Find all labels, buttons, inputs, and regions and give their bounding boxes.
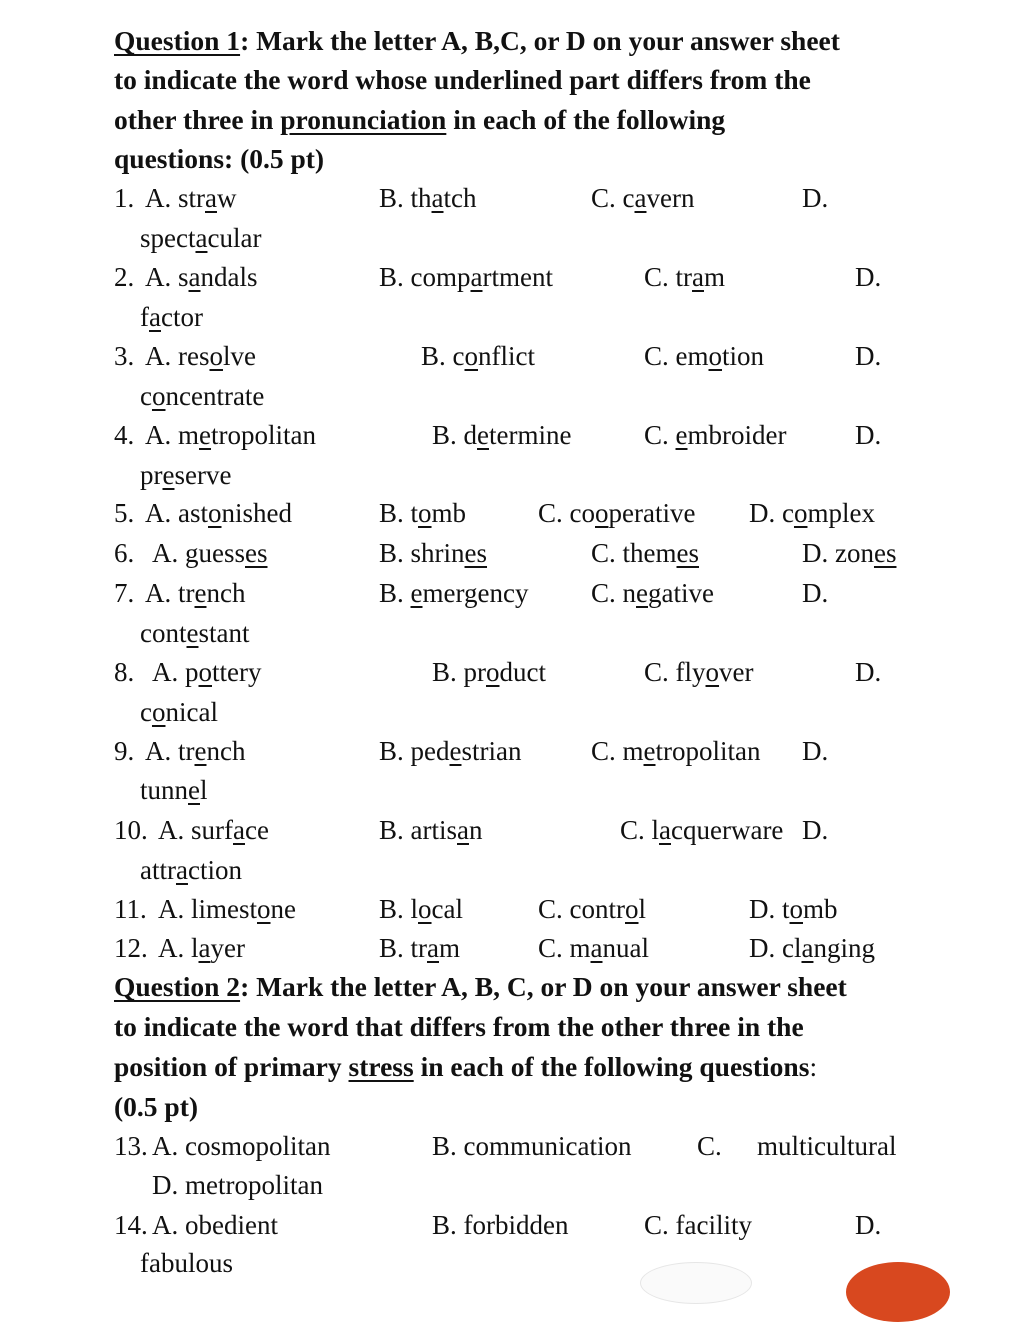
item-12-option-d: D. clanging [749,933,875,963]
item-number: 11. [114,894,147,924]
q14-option-b: B. forbidden [432,1210,569,1240]
underlined-sound: e [636,578,648,608]
underlined-sound: e [194,736,207,766]
q13-option-c-word: multicultural [757,1131,897,1161]
item-number: 2. [114,262,135,292]
underlined-sound: e [199,420,211,450]
underlined-sound: a [205,183,217,213]
underlined-sound: o [486,657,500,687]
underlined-sound: o [705,657,720,687]
item-9-option-d: D. [802,736,829,766]
q13-option-d: D. metropolitan [152,1170,323,1200]
item-10-option-c: C. lacquerware [620,815,784,845]
item-3-option-b: B. conflict [421,341,535,371]
item-1-option-d-word: spectacular [140,223,262,253]
underlined-sound: a [188,262,201,292]
underlined-sound: a [590,933,603,963]
underlined-sound: a [195,223,208,253]
underlined-sound: o [418,498,432,528]
underlined-sound: o [208,498,222,528]
underlined-sound: o [789,894,803,924]
item-9-option-a: A. trench [145,736,246,766]
q2-heading-line4: (0.5 pt) [114,1091,199,1122]
item-10-option-d: D. [802,815,829,845]
item-9-option-b: B. pedestrian [379,736,522,766]
item-10-option-a: A. surface [158,815,269,845]
item-number: 6. [114,538,135,568]
item-number: 10. [114,815,148,845]
underlined-sound: o [209,341,223,371]
item-3-option-a: A. resolve [145,341,256,371]
q13-option-a: A. cosmopolitan [152,1131,331,1161]
item-6-option-d: D. zones [802,538,897,568]
item-number: 8. [114,657,135,687]
underlined-sound: es [676,538,699,568]
item-8-option-a: A. pottery [152,657,262,687]
underlined-sound: a [470,262,483,292]
underlined-sound: es [245,538,268,568]
item-number: 5. [114,498,135,528]
q2-title: Question 2 [114,971,241,1002]
floating-action-button[interactable] [846,1262,950,1322]
item-12-option-c: C. manual [538,933,649,963]
underlined-sound: a [801,933,814,963]
item-5-option-d: D. complex [749,498,875,528]
q14-option-a: A. obedient [152,1210,278,1240]
q1-heading-line2: to indicate the word whose underlined part differs from the [114,64,811,95]
item-number: 1. [114,183,135,213]
underlined-sound: a [427,933,439,963]
item-6-option-a: A. guesses [152,538,268,568]
item-2-option-a: A. sandals [145,262,258,292]
underlined-sound: o [625,894,639,924]
item-number: 4. [114,420,135,450]
q13-number: 13. [114,1131,148,1161]
item-5-option-b: B. tomb [379,498,467,528]
underlined-sound: a [659,815,671,845]
q1-heading-line4: questions: (0.5 pt) [114,143,325,174]
underlined-sound: e [449,736,462,766]
item-9-option-d-word: tunnel [140,775,208,805]
underlined-sound: o [151,697,166,727]
q14-option-d: D. [855,1210,882,1240]
underlined-sound: e [643,736,656,766]
underlined-sound: o [418,894,432,924]
underlined-sound: o [151,381,166,411]
item-6-option-b: B. shrines [379,538,488,568]
underlined-sound: o [198,657,212,687]
item-7-option-a: A. trench [145,578,246,608]
item-5-option-c: C. cooperative [538,498,696,528]
item-11-option-d: D. tomb [749,894,838,924]
item-9-option-c: C. metropolitan [591,736,761,766]
item-3-option-d: D. [855,341,882,371]
item-2-option-b: B. compartment [379,262,553,292]
item-4-option-d-word: preserve [140,460,232,490]
item-10-option-b: B. artisan [379,815,483,845]
item-7-option-b: B. emergency [379,578,529,608]
item-11-option-b: B. local [379,894,463,924]
item-number: 3. [114,341,135,371]
underlined-sound: e [162,460,175,490]
underlined-sound: a [149,302,161,332]
item-7-option-d: D. [802,578,829,608]
underlined-sound: o [464,341,478,371]
item-6-option-c: C. themes [591,538,699,568]
item-3-option-d-word: concentrate [140,381,265,411]
item-2-option-d-word: factor [140,302,203,332]
q13-option-b: B. communication [432,1131,632,1161]
item-8-option-b: B. product [432,657,546,687]
underlined-sound: e [675,420,688,450]
item-10-option-d-word: attraction [140,855,242,885]
q13-option-c-letter: C. [697,1131,722,1161]
underlined-sound: a [233,815,245,845]
item-1-option-b: B. thatch [379,183,477,213]
item-8-option-d: D. [855,657,882,687]
underlined-sound: o [257,894,271,924]
item-5-option-a: A. astonished [145,498,292,528]
q1-heading-line1: Question 1: Mark the letter A, B,C, or D on your answer sheet [114,25,840,56]
item-4-option-b: B. determine [432,420,572,450]
q2-heading-line3: position of primary stress in each of the following questions: [114,1051,818,1082]
item-4-option-d: D. [855,420,882,450]
underlined-sound: a [692,262,704,292]
item-8-option-d-word: conical [140,697,218,727]
q14-option-c: C. facility [644,1210,752,1240]
q2-heading-line2: to indicate the word that differs from the other three in the [114,1011,804,1042]
underlined-sound: o [793,498,808,528]
underlined-sound: es [873,538,897,568]
underlined-sound: e [188,775,200,805]
item-4-option-a: A. metropolitan [145,420,316,450]
item-11-option-c: C. control [538,894,647,924]
item-8-option-c: C. flyover [644,657,754,687]
item-12-option-a: A. layer [158,933,245,963]
underlined-sound: e [477,420,489,450]
underlined-sound: e [410,578,423,608]
item-11-option-a: A. limestone [158,894,296,924]
underlined-sound: o [595,498,609,528]
underlined-sound: es [464,538,488,568]
item-4-option-c: C. embroider [644,420,787,450]
underlined-sound: a [431,183,444,213]
item-2-option-d: D. [855,262,882,292]
scroll-bubble[interactable] [640,1262,752,1304]
item-7-option-d-word: contestant [140,618,250,648]
q1-heading-line3: other three in pronunciation in each of the following [114,104,726,135]
item-2-option-c: C. tram [644,262,726,292]
item-1-option-c: C. cavern [591,183,695,213]
underlined-sound: a [457,815,469,845]
underlined-sound: a [198,933,211,963]
item-3-option-c: C. emotion [644,341,765,371]
underlined-sound: o [708,341,722,371]
underlined-sound: a [634,183,647,213]
q14-option-d-word: fabulous [140,1248,233,1278]
item-number: 12. [114,933,148,963]
item-1-option-a: A. straw [145,183,237,213]
q1-title: Question 1 [114,25,241,56]
underlined-sound: e [194,578,207,608]
item-1-option-d: D. [802,183,829,213]
item-7-option-c: C. negative [591,578,714,608]
item-number: 7. [114,578,135,608]
item-number: 9. [114,736,135,766]
underlined-sound: a [175,855,188,885]
underlined-sound: e [186,618,199,648]
q2-heading-line1: Question 2: Mark the letter A, B, C, or D on your answer sheet [114,971,847,1002]
q14-number: 14. [114,1210,148,1240]
item-12-option-b: B. tram [379,933,461,963]
